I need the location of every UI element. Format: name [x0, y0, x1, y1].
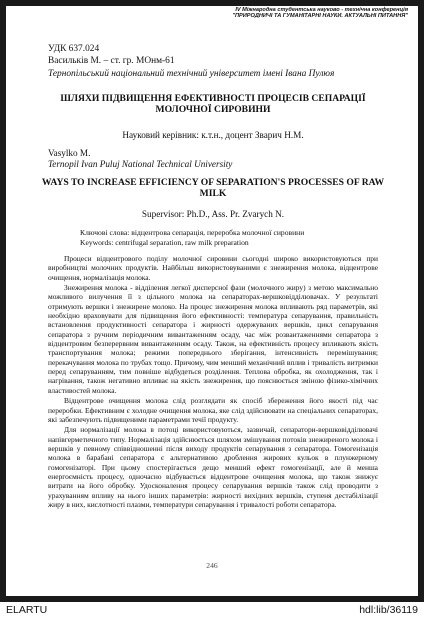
- conference-header: [108, 7, 408, 20]
- footer-handle[interactable]: hdl:lib/36119: [359, 604, 418, 616]
- title-ua: ШЛЯХИ ПІДВИЩЕННЯ ЕФЕКТИВНОСТІ ПРОЦЕСІВ СЕПАРАЦІЇ МОЛОЧНОЇ СИРОВИНИ: [60, 93, 366, 115]
- body-text: [48, 254, 378, 509]
- keywords-en: Keywords: centrifugal separation, raw milk preparation: [80, 238, 249, 247]
- conference-header-line1: IV Міжнародна студентська науково - технічна конференція: [235, 7, 408, 13]
- author-en: Vasylko M.: [48, 148, 91, 158]
- keywords-ua: Ключові слова: відцентрова сепарація, переробка молочної сировини: [80, 228, 305, 237]
- repository-footer: [0, 602, 424, 620]
- title-en: WAYS TO INCREASE EFFICIENCY OF SEPARATION'S PROCESSES OF RAW MILK: [41, 177, 385, 199]
- university-ua: Тернопільський національний технічний університет імені Івана Пулюя: [48, 69, 335, 79]
- supervisor-en: Supervisor: Ph.D., Ass. Pr. Zvarych N.: [141, 209, 285, 219]
- conference-header-line2: "ПРИРОДНИЧІ ТА ГУМАНІТАРНІ НАУКИ. АКТУАЛЬНІ ПИТАННЯ": [232, 13, 408, 20]
- footer-repository-name: ELARTU: [6, 604, 48, 616]
- paragraph: Знежирення молока - відділення легкої дисперсної фази (молочного жиру) з метою максимально можливого вилучення її з цільного молока на сепараторах-вершковідділювачах. У результаті отримують вершки і знежирене молоко. На процес знежирення молока впливають ряд параметрів, які необхідно враховувати для підвищення його ефективності: температура сепарування, правильність встановлення продуктивності сепаратора і жирності одержуваних вершків, цикл сепарування сепаратора з ручним періодичним вивантаженням осаду, час між розвантаженнями сепаратора з відцентровим безперервним вивантаженням осаду. Також, на ефективність процесу впливають якість транспортування молока; режими попереднього зберігання, інтенсивність перемішування; перекачування молока по трубах тощо. Причому, чим менший механічний вплив і тривалість витримки перед сепаруванням, тим повніше відбудеться розділення. Теплова обробка, як охолодження, так і нагрівання, також негативно впливає на якість знежирення, що пояснюється зміною фізико-хімічних властивостей молока.: [48, 283, 378, 395]
- supervisor-ua: Науковий керівник: к.т.н., доцент Зварич Н.М.: [122, 130, 304, 140]
- university-en: Ternopil Ivan Puluj National Technical University: [48, 159, 233, 169]
- page-number: 246: [206, 561, 218, 570]
- paragraph: Відцентрове очищення молока слід розглядати як спосіб збереження його якості під час переробки. Ефективним є холодне очищення молока, яке слід здійснювати на спеціальних сепараторах, які забезпечують підвищеними параметрами течії продукту.: [48, 396, 378, 424]
- paragraph: Для нормалізації молока в потоці використовуються, зазвичай, сепаратори-вершковідділювачі напівгерметичного типу. Нормалізація здійснюється шляхом змішування потоків знежиреного молока і вершків у певному співвідношенні після виходу продуктів сепарування з сепаратора. Гомогенізація молока в барабані сепаратора є альтернативою дроблення жирових кульок в плунжерному гомогенізаторі. При цьому спостерігається дещо менший ефект гомогенізації, але й менша енергоємність процесу, одночасно відбувається відцентрове очищення молока, що також знижує витрати на його обробку. Удосконалення процесу сепарування вершків також слід проводити з урахуванням впливу на нього інших параметрів: жирності вихідних вершків, ступеня дестабілізації жиру в них, кислотності плазми, температури сепарування і тривалості роботи сепаратора.: [48, 425, 378, 509]
- author-ua: Васильків М. – ст. гр. МОнм-61: [48, 56, 175, 66]
- document-page: [6, 6, 418, 596]
- udc-code: УДК 637.024: [48, 44, 100, 54]
- paragraph: Процеси відцентрового поділу молочної сировини сьогодні широко використовуються при виробництві молочних продуктів. Найбільш використовуваними є знежирення молока, відцентрове очищення, нормалізація молока.: [48, 254, 378, 282]
